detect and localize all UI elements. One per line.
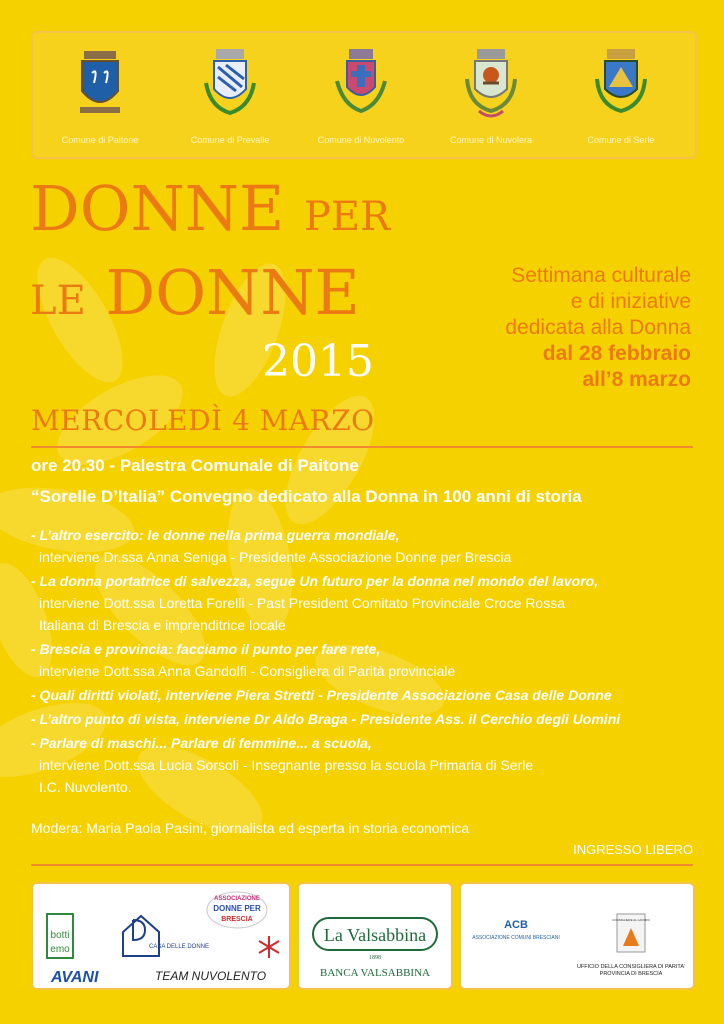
talks-list xyxy=(31,524,691,800)
avani-label: AVANI xyxy=(51,969,99,986)
municipality-nuvolento xyxy=(301,43,421,153)
week-description xyxy=(505,263,691,393)
office-line-1: UFFICIO DELLA CONSIGLIERA DI PARITA' xyxy=(576,964,686,970)
municipality-paitone xyxy=(40,43,160,153)
sponsor-box-bank xyxy=(297,882,453,990)
title-line-1 xyxy=(30,172,391,248)
local-sponsors-logos xyxy=(33,884,289,988)
bank-founded: 1898 xyxy=(369,955,381,961)
institutions-logos xyxy=(461,884,693,988)
consigliera-sign-text: CONSIGLIERE AL LAVORO xyxy=(612,918,650,922)
talk-speaker-cont: I.C. Nuvolento. xyxy=(39,779,132,795)
nuvolera-coat-of-arms-icon xyxy=(461,43,521,123)
talk-speaker-cont: Italiana di Brescia e imprenditrice locale xyxy=(39,617,286,633)
municipality-name: Comune di Paitone xyxy=(61,135,139,145)
acb-logo: ACB xyxy=(504,919,528,931)
botti-label: botti xyxy=(50,930,70,941)
serle-coat-of-arms-icon xyxy=(591,43,651,123)
prevalle-coat-of-arms-icon xyxy=(200,43,260,123)
municipality-name: Comune di Prevalle xyxy=(190,135,270,145)
talk-title: - L’altro esercito: le donne nella prima guerra mondiale, xyxy=(31,527,400,543)
title-word-le: LE xyxy=(30,278,86,324)
talk-speaker: interviene Dott.ssa Anna Gandolfi - Consigliera di Parità provinciale xyxy=(39,663,456,679)
municipality-serle xyxy=(561,43,681,153)
talk-title: - Brescia e provincia: facciamo il punto per fare rete, xyxy=(31,641,381,657)
title-word-donne-2: DONNE xyxy=(105,256,360,329)
assoc-label-top: ASSOCIAZIONE xyxy=(214,896,260,902)
divider xyxy=(31,864,693,866)
acb-subtitle: ASSOCIAZIONE COMUNI BRESCIANI xyxy=(472,935,560,941)
free-entry: INGRESSO LIBERO xyxy=(573,842,693,857)
talk-speaker: interviene Dr.ssa Anna Seniga - Presidente Associazione Donne per Brescia xyxy=(39,549,512,565)
talk-title: - L’altro punto di vista, interviene Dr Aldo Braga - Presidente Ass. il Cerchio degli Uomini xyxy=(31,711,621,727)
talk-title: - La donna portatrice di salvezza, segue Un futuro per la donna nel mondo del lavoro, xyxy=(31,573,599,589)
talk-item xyxy=(31,570,691,636)
municipality-nuvolera xyxy=(431,43,551,153)
snowflake-icon xyxy=(259,936,279,958)
title-year: 2015 xyxy=(262,336,374,387)
week-line: e di iniziative xyxy=(570,290,691,313)
talk-item xyxy=(31,732,691,798)
paitone-coat-of-arms-icon xyxy=(70,43,130,123)
sponsor-box-institutions xyxy=(459,882,695,990)
municipality-prevalle xyxy=(170,43,290,153)
assoc-label-bot: BRESCIA xyxy=(221,916,253,923)
event-headline: “Sorelle D’Italia” Convegno dedicato alla Donna in 100 anni di storia xyxy=(31,487,582,506)
team-nuvolento-label: TEAM NUVOLENTO xyxy=(155,969,267,983)
bank-name: BANCA VALSABBINA xyxy=(320,967,430,979)
sponsor-box-local xyxy=(31,882,291,990)
moderator: Modera: Maria Paola Pasini, giornalista ed esperta in storia economica xyxy=(31,820,470,836)
talk-item xyxy=(31,524,691,568)
week-line: dedicata alla Donna xyxy=(505,316,691,339)
talk-title: - Parlare di maschi... Parlare di femmine... a scuola, xyxy=(31,735,372,751)
week-dates-to: all’8 marzo xyxy=(582,368,691,391)
week-line: Settimana culturale xyxy=(511,264,691,287)
talk-item xyxy=(31,708,691,730)
municipality-name: Comune di Nuvolera xyxy=(449,135,533,145)
talk-speaker: interviene Dott.ssa Loretta Forelli - Past President Comitato Provinciale Croce Rossa xyxy=(39,595,565,611)
assoc-label-mid: DONNE PER xyxy=(213,904,261,913)
municipality-name: Comune di Serle xyxy=(587,135,655,145)
bank-brand: La Valsabbina xyxy=(323,925,427,945)
event-time-place: ore 20.30 - Palestra Comunale di Paitone xyxy=(31,456,359,475)
talk-item xyxy=(31,684,691,706)
title-word-per: PER xyxy=(304,194,391,240)
office-line-2: PROVINCIA DI BRESCIA xyxy=(599,971,663,977)
municipality-name: Comune di Nuvolento xyxy=(317,135,405,145)
talk-item xyxy=(31,638,691,682)
casa-delle-donne-label: CASA DELLE DONNE xyxy=(149,944,210,950)
talk-title: - Quali diritti violati, interviene Piera Stretti - Presidente Associazione Casa delle Donne xyxy=(31,687,612,703)
week-dates-from: dal 28 febbraio xyxy=(542,342,691,365)
banca-valsabbina-logo xyxy=(299,884,451,988)
title-word-donne: DONNE xyxy=(30,172,285,245)
emo-label: emo xyxy=(50,944,70,955)
event-day: MERCOLEDÌ 4 MARZO xyxy=(31,404,375,437)
divider xyxy=(31,446,693,448)
title-line-2 xyxy=(30,256,360,332)
talk-speaker: interviene Dott.ssa Lucia Sorsoli - Insegnante presso la scuola Primaria di Serle xyxy=(39,757,534,773)
municipalities-header xyxy=(31,31,697,159)
nuvolento-coat-of-arms-icon xyxy=(331,43,391,123)
